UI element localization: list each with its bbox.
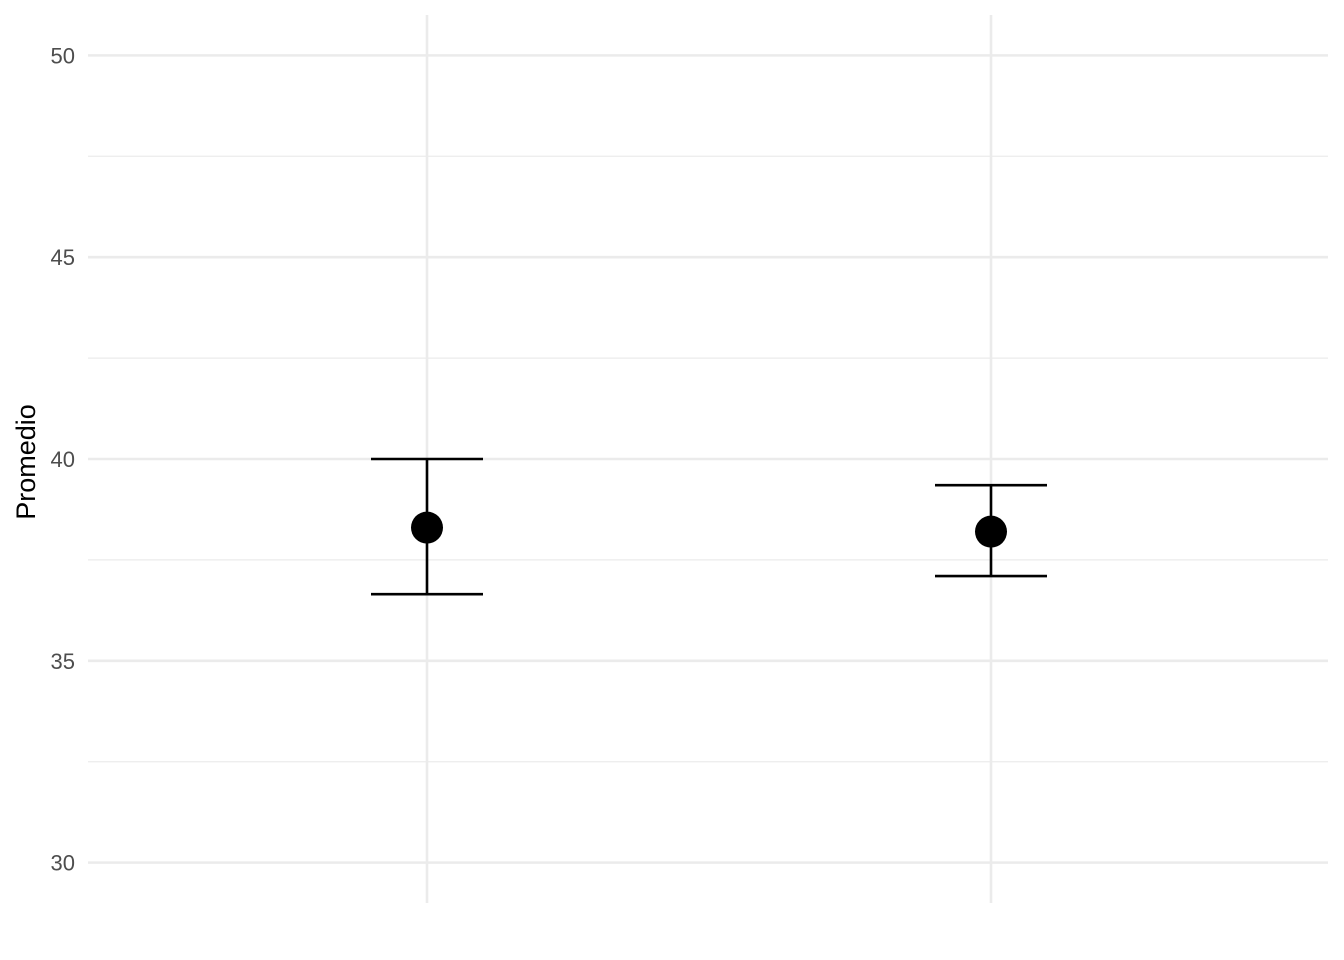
y-tick-label: 30 <box>50 850 75 876</box>
mean-point <box>411 512 443 544</box>
y-axis-tick-labels <box>51 43 75 875</box>
y-tick-label: 45 <box>50 245 75 271</box>
mean-point <box>975 516 1007 548</box>
y-tick-label: 40 <box>50 447 75 472</box>
y-axis-title: Promedio <box>11 404 41 520</box>
errorbar-group <box>371 459 483 594</box>
y-tick-label: 50 <box>50 43 75 69</box>
y-tick-label: 35 <box>50 648 75 674</box>
major-gridlines <box>88 55 1328 862</box>
data-marks <box>371 459 1047 594</box>
errorbar-group <box>935 485 1047 576</box>
